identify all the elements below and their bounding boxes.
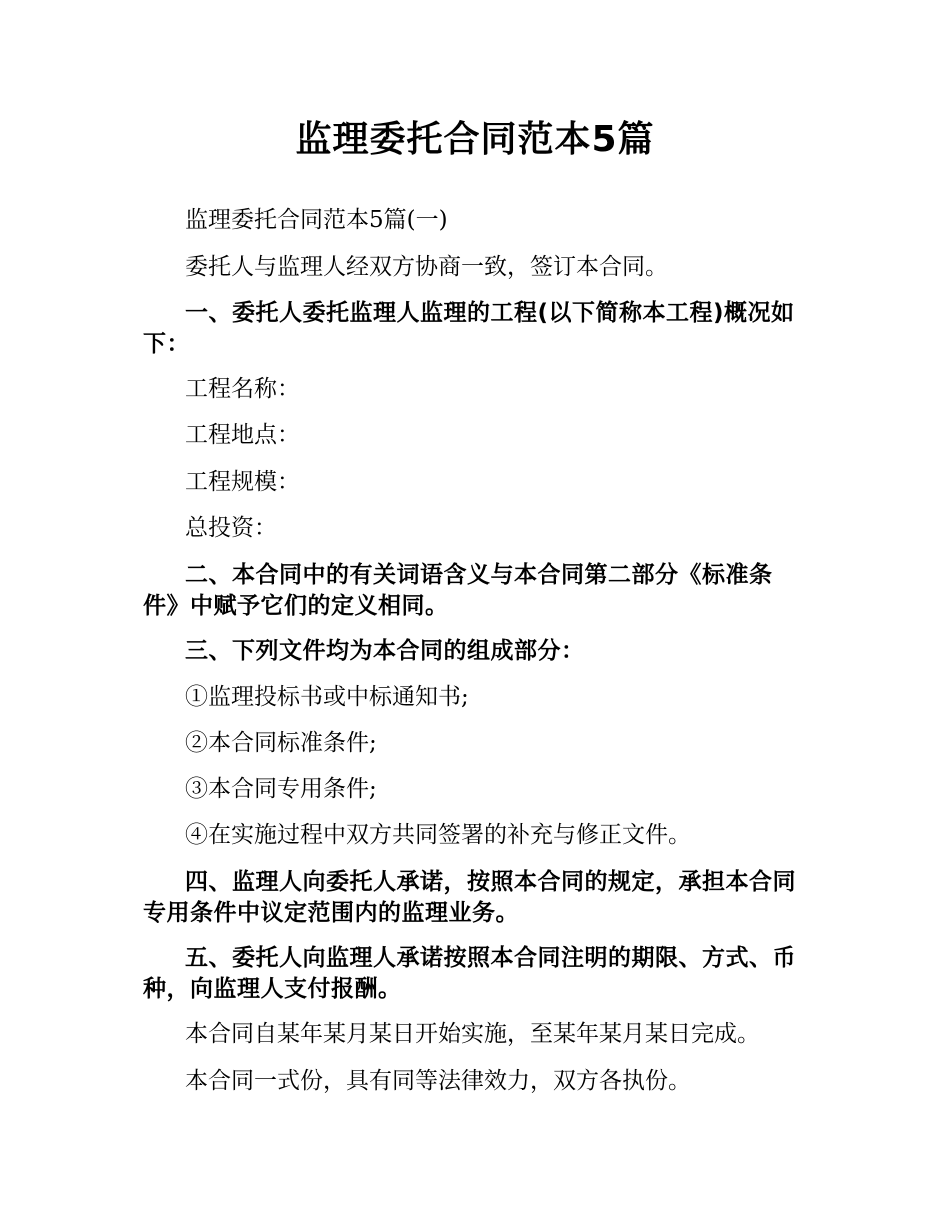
section-4-heading: 四、监理人向委托人承诺，按照本合同的规定，承担本合同专用条件中议定范围内的监理业务。 <box>143 869 796 926</box>
field-project-name: 工程名称： <box>185 376 300 402</box>
list-item: ④在实施过程中双方共同签署的补充与修正文件。 <box>185 822 691 848</box>
list-item: ③本合同专用条件; <box>185 776 377 802</box>
closing-paragraph: 本合同自某年某月某日开始实施，至某年某月某日完成。 <box>185 1021 760 1047</box>
intro-paragraph: 委托人与监理人经双方协商一致，签订本合同。 <box>185 254 668 280</box>
field-project-location: 工程地点： <box>185 422 300 448</box>
field-total-investment: 总投资： <box>185 515 277 541</box>
field-project-scale: 工程规模： <box>185 469 300 495</box>
section-1-heading: 一、委托人委托监理人监理的工程(以下简称本工程)概况如下： <box>143 300 795 357</box>
section-5-heading: 五、委托人向监理人承诺按照本合同注明的期限、方式、币种，向监理人支付报酬。 <box>143 945 796 1002</box>
section-2-heading: 二、本合同中的有关词语含义与本合同第二部分《标准条件》中赋予它们的定义相同。 <box>143 562 773 619</box>
list-item: ①监理投标书或中标通知书; <box>185 684 469 710</box>
section-3-heading: 三、下列文件均为本合同的组成部分： <box>185 638 585 664</box>
closing-paragraph: 本合同一式份，具有同等法律效力，双方各执份。 <box>185 1068 691 1094</box>
document-title: 监理委托合同范本5篇 <box>295 119 655 160</box>
list-item: ②本合同标准条件; <box>185 730 377 756</box>
subtitle: 监理委托合同范本5篇(一) <box>185 207 448 233</box>
